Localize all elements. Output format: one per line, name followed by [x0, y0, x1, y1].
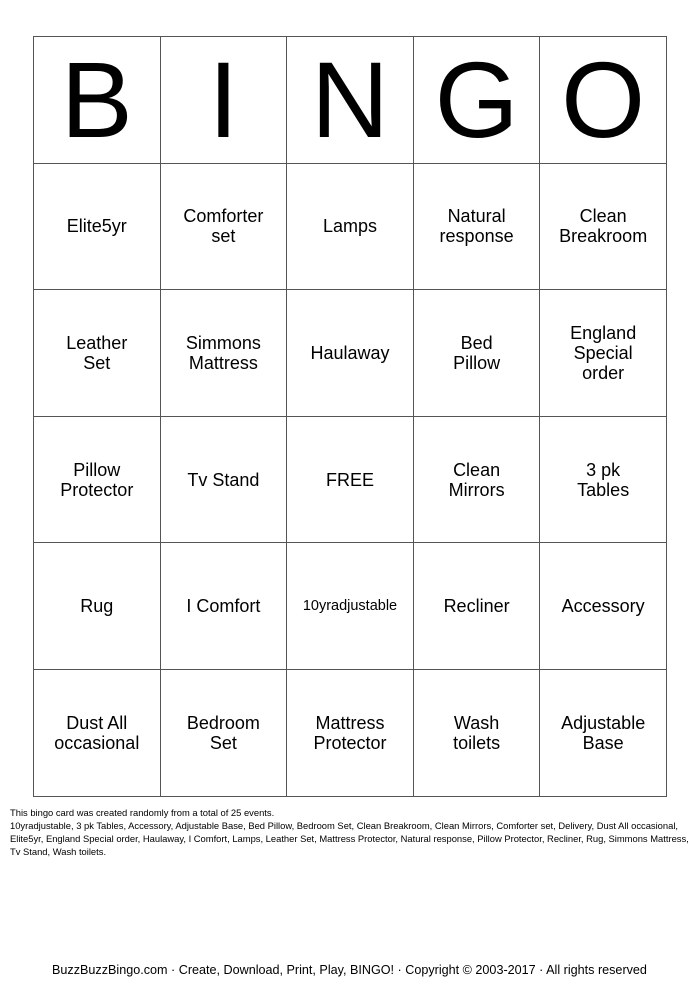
cell-text-line: Breakroom	[559, 226, 648, 247]
card-notes	[10, 806, 695, 858]
cell-text-line: response	[439, 226, 514, 247]
cell-text-line: Simmons	[185, 332, 261, 353]
cell-text-line: England	[570, 322, 637, 343]
bingo-row	[34, 669, 667, 796]
cell-text-line: Natural	[447, 206, 506, 227]
cell-text-line: Protector	[60, 479, 134, 500]
bingo-cell	[287, 416, 414, 543]
notes-summary: This bingo card was created randomly from a total of 25 events.	[10, 807, 275, 818]
header-letter-n: N	[287, 37, 414, 164]
cell-text-line: Mattress	[188, 352, 258, 373]
bingo-cell	[34, 290, 161, 417]
page-footer: BuzzBuzzBingo.com · Create, Download, Print, Play, BINGO! · Copyright © 2003-2017 · All rights reserved	[52, 963, 647, 977]
bingo-cell	[160, 416, 287, 543]
bingo-cell	[160, 290, 287, 417]
bingo-cell	[413, 290, 540, 417]
cell-text-line: FREE	[325, 469, 374, 490]
cell-text-line: Mattress	[315, 712, 385, 733]
bingo-cell	[413, 416, 540, 543]
bingo-row	[34, 163, 667, 290]
cell-text-line: Clean	[579, 206, 627, 227]
bingo-row	[34, 416, 667, 543]
bingo-cell	[34, 163, 161, 290]
bingo-cell	[540, 416, 667, 543]
cell-text-line: occasional	[54, 732, 140, 753]
cell-text-line: toilets	[453, 732, 501, 753]
bingo-cell	[413, 163, 540, 290]
cell-text-line: Elite5yr	[66, 216, 127, 237]
cell-text-line: Mirrors	[448, 479, 505, 500]
bingo-cell	[34, 669, 161, 796]
cell-text-line: Leather	[66, 332, 128, 353]
bingo-cell	[287, 669, 414, 796]
bingo-cell	[540, 543, 667, 670]
bingo-cell	[160, 163, 287, 290]
cell-text-line: set	[211, 226, 236, 247]
cell-text-line: Base	[582, 732, 624, 753]
cell-text-line: Bedroom	[186, 712, 260, 733]
header-letter-g: G	[413, 37, 540, 164]
cell-text-line: Tv Stand	[187, 469, 260, 490]
bingo-cell	[287, 163, 414, 290]
notes-events-list: 10yradjustable, 3 pk Tables, Accessory, Adjustable Base, Bed Pillow, Bedroom Set, Clean Breakroom, Clean Mirrors, Comforter set, Delivery, Dust All occasional, Elite5yr, England Special order, Haulaway, I Comfort, Lamps, Leather Set, Mattress Protector, Natural response, Pillow Protector, Recliner, Rug, Simmons Mattress, Tv Stand, Wash toilets.	[10, 820, 689, 857]
cell-text-line: Clean	[453, 459, 501, 480]
cell-text-line: Accessory	[561, 596, 645, 617]
cell-text-line: Bed	[460, 332, 493, 353]
bingo-card	[33, 36, 667, 797]
cell-text-line: 10yradjustable	[302, 598, 398, 615]
cell-text-line: Pillow	[453, 352, 501, 373]
cell-text-line: order	[582, 362, 625, 383]
bingo-cell	[287, 543, 414, 670]
cell-text-line: Comforter	[183, 206, 264, 227]
header-letter-b: B	[34, 37, 161, 164]
cell-text-line: I Comfort	[186, 596, 261, 617]
bingo-cell	[540, 163, 667, 290]
bingo-row	[34, 290, 667, 417]
header-letter-i: I	[160, 37, 287, 164]
cell-text-line: Protector	[313, 732, 387, 753]
bingo-cell	[160, 669, 287, 796]
bingo-cell	[160, 543, 287, 670]
bingo-cell	[413, 669, 540, 796]
bingo-cell	[34, 543, 161, 670]
cell-text-line: 3 pk	[586, 459, 621, 480]
bingo-cell	[34, 416, 161, 543]
bingo-cell	[413, 543, 540, 670]
bingo-row	[34, 543, 667, 670]
cell-text-line: Wash	[453, 712, 500, 733]
bingo-header-row	[34, 37, 667, 164]
cell-text-line: Special	[573, 342, 633, 363]
bingo-cell	[540, 290, 667, 417]
cell-text-line: Pillow	[73, 459, 121, 480]
cell-text-line: Dust All	[66, 712, 128, 733]
header-letter-o: O	[540, 37, 667, 164]
cell-text-line: Tables	[577, 479, 630, 500]
cell-text-line: Haulaway	[310, 342, 390, 363]
cell-text-line: Set	[209, 732, 237, 753]
bingo-cell	[287, 290, 414, 417]
cell-text-line: Adjustable	[561, 712, 646, 733]
cell-text-line: Recliner	[443, 596, 510, 617]
bingo-cell	[540, 669, 667, 796]
cell-text-line: Set	[83, 352, 111, 373]
cell-text-line: Lamps	[322, 216, 377, 237]
cell-text-line: Rug	[80, 596, 114, 617]
